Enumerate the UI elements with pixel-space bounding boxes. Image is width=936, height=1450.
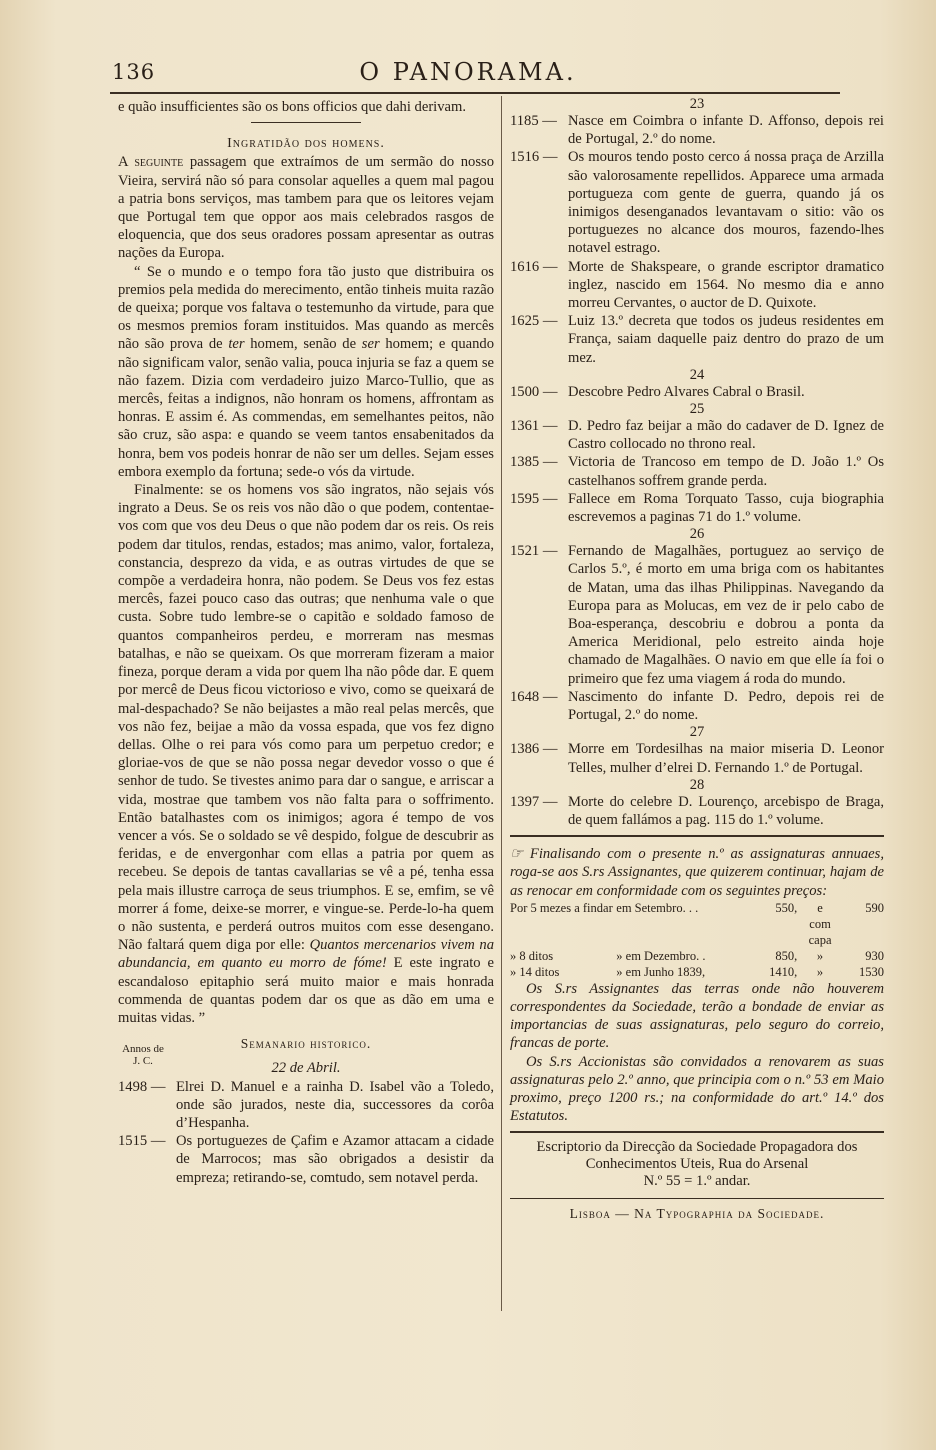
history-entry <box>510 148 884 257</box>
paragraph-3 <box>118 481 494 1027</box>
day-number: 24 <box>689 366 705 383</box>
entry-text: Morre em Tordesilhas na maior miseria D. Leonor Telles, mulher d’elrei D. Fernando 1.º de Portugal. <box>568 741 884 776</box>
history-entry <box>510 258 884 313</box>
entry-year: 1515 — <box>118 1133 166 1150</box>
pointing-hand-icon: ☞ <box>510 846 524 863</box>
paragraph-3-text-a: Finalmente: se os homens vos são ingratos, não sejais vós ingrato a Deus. Se os reis vos não dão o que podem, contentae-vos com que vos deu Deus o que não podem dar os reis. Os reis podem dar titulos, rendas, estados; mas animo, valor, fortaleza, constancia, desprezo da vida, e as outras virtudes de que se compõe a verdadeira honra, não podem. Se Deus vos fez estas mercês, fazei pouco caso das outras; que nenhuma vale o que custa. Sobre tudo lembre-se o capitão e soldado famoso de quantos companheiros perdeu, e morreram nas mesmas batalhas, e não se queixam. Os que morreram fizeram a maior fineza, porque deram a vida por quem lha não pôde dar. E quem por mercê de Deus ficou victorioso e vivo, como se queixará de mal-despachado? Se não beijastes a mão real pelas mercês, que vos não fez, beijae a mão da vossa espada, que vos fez digno dellas. Olhe o rei para vós como para um perpetuo credor; e gloriae-vos de que se não possa negar devedor vosso o que é senhor de tudo. Se tivestes animo para dar o sangue, e arriscar a vida, mostrae que tambem vos não falta para o soffrimento. Então batalhastes com os inimigos; agora é tempo de vos vencer a vós. Se o soldado se vê despido, folgue de descubrir as feridas, e de envergonhar com ellas a patria por quem as recebeu. Se depois de tantas cavallarias se vê a pé, tenha essa pela mais illustre carroça de seus triumphos. E se, emfim, se vê morrer á fome, deixe-se morrer, e vingue-se. Perde-lo-ha quem o não sustenta, e perderá outros muitos com esse desengano. Não faltará quem diga por elle: <box>118 482 494 954</box>
price-row <box>510 900 884 948</box>
price-cell: » <box>816 948 824 963</box>
history-entry <box>510 490 884 526</box>
entry-text: Morte do celebre D. Lourenço, arcebispo de Braga, de quem fallámos a pag. 115 do 1.º volume. <box>568 793 884 828</box>
price-cell: 550, <box>775 900 798 915</box>
history-entry <box>510 542 884 688</box>
paragraph-1-text: passagem que extraímos de um sermão do nosso Vieira, servirá não só para consolar aquelles a quem mal pagou a patria bons serviços, mas tambem para que os leitores vejam que Portugal tem que oppor aos mais celebrados rasgos de eloquencia, que dos seus oradores possam apresentar as outras nações da Europa. <box>118 154 495 262</box>
entry-year: 1500 — <box>510 383 558 400</box>
right-entries <box>510 96 884 829</box>
left-column <box>118 98 494 1187</box>
entry-text: Morte de Shakspeare, o grande escriptor dramatico inglez, nascido em 1564. No mesmo dia e anno morreu Cervantes, o auctor de D. Quixote. <box>568 258 884 312</box>
entry-text: Descobre Pedro Alvares Cabral o Brasil. <box>568 383 805 400</box>
left-entries <box>118 1078 494 1187</box>
price-cell: » 14 ditos <box>510 964 560 979</box>
entry-text: Victoria de Trancoso em tempo de D. João 1.º Os castelhanos soffrem grande perda. <box>568 454 884 489</box>
entry-text: Os mouros tendo posto cerco á nossa praça de Arzilla são valorosamente repellidos. Apparece uma armada portugueza com gente de guerra, quando já os inimigos desenganados levantavam o sitio: vão os portuguezes no alcance dos mouros, fazendo-lhes notavel estrago. <box>568 149 884 257</box>
notice-1-text: Finalisando com o presente n.º as assignaturas annuaes, roga-se aos S.rs Assignantes, que quizerem continuar, hajam de as renocar em conformidade com os seguintes preços: <box>510 846 884 899</box>
entry-text: Elrei D. Manuel e a rainha D. Isabel vão a Toledo, onde são jurados, neste dia, successores da corôa d’Hespanha. <box>176 1078 494 1131</box>
header-rule <box>110 92 840 94</box>
column-divider <box>501 96 502 1311</box>
history-entry <box>510 383 884 401</box>
history-entry <box>510 112 884 148</box>
subscription-notice <box>510 835 884 1125</box>
lead-in: A seguinte <box>118 154 184 171</box>
entry-year: 1185 — <box>510 113 557 129</box>
entry-text: Nascimento do infante D. Pedro, depois rei de Portugal, 2.º do nome. <box>568 688 884 724</box>
entry-year: 1397 — <box>510 793 558 810</box>
entry-year: 1361 — <box>510 418 558 435</box>
history-entry <box>510 312 884 367</box>
price-cell: » em Junho 1839, <box>616 964 706 979</box>
day-number: 23 <box>689 96 705 112</box>
paragraph-2 <box>118 263 494 481</box>
semanario-date: 22 de Abril. <box>271 1060 341 1077</box>
entry-year: 1521 — <box>510 543 558 560</box>
history-entry <box>118 1132 494 1187</box>
history-entry <box>118 1078 494 1133</box>
entry-year: 1616 — <box>510 258 558 275</box>
paragraph-3-quote: Quantos mercenarios vivem na abundancia, em quanto eu morro de fóme! <box>118 937 494 972</box>
paragraph-2-text-b: homem, senão de <box>244 336 362 353</box>
price-cell: » 8 ditos <box>510 948 554 963</box>
annos-label: Annos de J. C. <box>122 1043 164 1068</box>
entry-text: Luiz 13.º decreta que todos os judeus residentes em França, saiam daquelle paiz dentro do prazo de um mez. <box>568 313 884 366</box>
entry-year: 1385 — <box>510 454 558 471</box>
entry-year: 1498 — <box>118 1078 166 1095</box>
history-entry <box>510 453 884 489</box>
address-rule <box>510 1131 884 1133</box>
page-number: 136 <box>112 60 156 84</box>
right-column <box>510 96 884 1224</box>
paragraph-2-text-a: “ Se o mundo e o tempo fora tão justo que distribuira os premios pela medida do merecimento, então tinheis muita razão de queixa; porque vos faltava o testemunho da virtude, para que os mesmos premios foram instituidos. Mas quando as mercês não são prova de <box>118 263 494 353</box>
price-cell: 1410, <box>769 964 798 979</box>
imprint: Lisboa — Na Typographia da Sociedade. <box>510 1198 884 1223</box>
price-cell: 850, <box>775 948 798 963</box>
entry-text: Fernando de Magalhães, portuguez ao serviço de Carlos 5.º, é morto em uma briga com os habitantes de Matan, uma das ilhas Philippinas. Navegando da Europa para as Molucas, em vez de ir pelo cabo de Boa-esperança, descobriu e dobrou a ponta da America Meridional, pelo estreito ainda hoje chamado de Magalhães. O navio em que elle ía foi o primeiro que fez uma viagem á roda do mundo. <box>568 543 884 687</box>
notice-paragraph-3: Os S.rs Accionistas são convidados a renovarem as suas assignaturas pelo 2.º anno, que principia com o n.º 53 em Maio proximo, preço 1200 rs.; na conformidade do art.º 14.º dos Estatutos. <box>510 1053 884 1125</box>
history-entry <box>510 740 884 776</box>
address-line-1: Escriptorio da Direcção da Sociedade Propagadora dos Conhecimentos Uteis, Rua do Arsenal <box>536 1139 858 1173</box>
price-cell: 930 <box>865 948 884 963</box>
notice-paragraph-2: Os S.rs Assignantes das terras onde não houverem correspondentes da Sociedade, terão a bondade de enviar as importancias de suas assignaturas, pelo seguro do correio, francas de porte. <box>510 980 884 1052</box>
word-ter: ter <box>228 336 245 353</box>
paragraph-3-text-b: E este ingrato e escandaloso epitaphio será muito maior e mais honrada commenda de quantas podem dar os que as dão em uma e muitas vidas. ” <box>118 955 494 1026</box>
semanario-header <box>118 1035 494 1077</box>
day-number: 27 <box>689 724 705 741</box>
address-line-2: N.º 55 = 1.º andar. <box>643 1173 751 1190</box>
entry-year: 1386 — <box>510 741 558 758</box>
entry-year: 1516 — <box>510 149 558 166</box>
entry-year: 1648 — <box>510 688 558 705</box>
price-table <box>510 900 884 980</box>
office-address <box>510 1139 884 1190</box>
entry-text: Nasce em Coimbra o infante D. Affonso, depois rei de Portugal, 2.º do nome. <box>568 113 884 148</box>
entry-text: Os portuguezes de Çafim e Azamor attacam a cidade de Marrocos; mas são obrigados a desistir da empreza; retirando-se, comtudo, sem notavel perda. <box>176 1133 494 1186</box>
price-cell: e com capa <box>808 900 832 947</box>
entry-year: 1625 — <box>510 313 558 330</box>
entry-year: 1595 — <box>510 490 558 507</box>
paragraph-1 <box>118 153 494 262</box>
paragraph-2-text-c: homem; e quando não significam valor, senão valia, pouca injuria se faz a quem se não fazem. Dizia com verdadeiro juizo Marco-Tullio, que as mercês, feitas a indignos, não honram os homens, affrontam as honras. E assim é. As commendas, em semelhantes peitos, não são cruz, são aspa: e quando se veem tantos ensabenitados da honra, bem vos podeis honrar de não ser um delles. Sejam esses embora exemplo da fortuna; sede-o vós da virtude. <box>118 336 494 480</box>
semanario-titles <box>168 1035 494 1077</box>
section-title: Ingratidão dos homens. <box>227 136 385 152</box>
price-row <box>510 948 884 964</box>
entry-text: Fallece em Roma Torquato Tasso, cuja biographia escrevemos a paginas 71 do 1.º volume. <box>568 490 884 526</box>
intro-text: e quão insufficientes são os bons officios que dahi derivam. <box>118 99 467 115</box>
price-cell: 590 <box>865 900 884 915</box>
price-cell: 1530 <box>859 964 884 979</box>
section-rule <box>251 122 361 123</box>
masthead-title: O PANORAMA. <box>359 58 577 86</box>
day-number: 28 <box>689 776 705 793</box>
price-cell: » <box>816 964 824 979</box>
history-entry <box>510 417 884 453</box>
day-number: 26 <box>689 526 705 543</box>
day-number: 25 <box>689 401 705 418</box>
semanario-title: Semanario historico. <box>240 1036 372 1052</box>
word-ser: ser <box>361 336 380 353</box>
notice-paragraph-1 <box>510 845 884 900</box>
price-cell: em Setembro. . . <box>616 900 699 915</box>
price-cell: Por 5 mezes a findar <box>510 900 613 915</box>
entry-text: D. Pedro faz beijar a mão do cadaver de D. Ignez de Castro collocado no throno real. <box>568 418 884 453</box>
history-entry <box>510 688 884 724</box>
history-entry <box>510 793 884 829</box>
price-row <box>510 964 884 980</box>
price-cell: » em Dezembro. . <box>616 948 706 963</box>
